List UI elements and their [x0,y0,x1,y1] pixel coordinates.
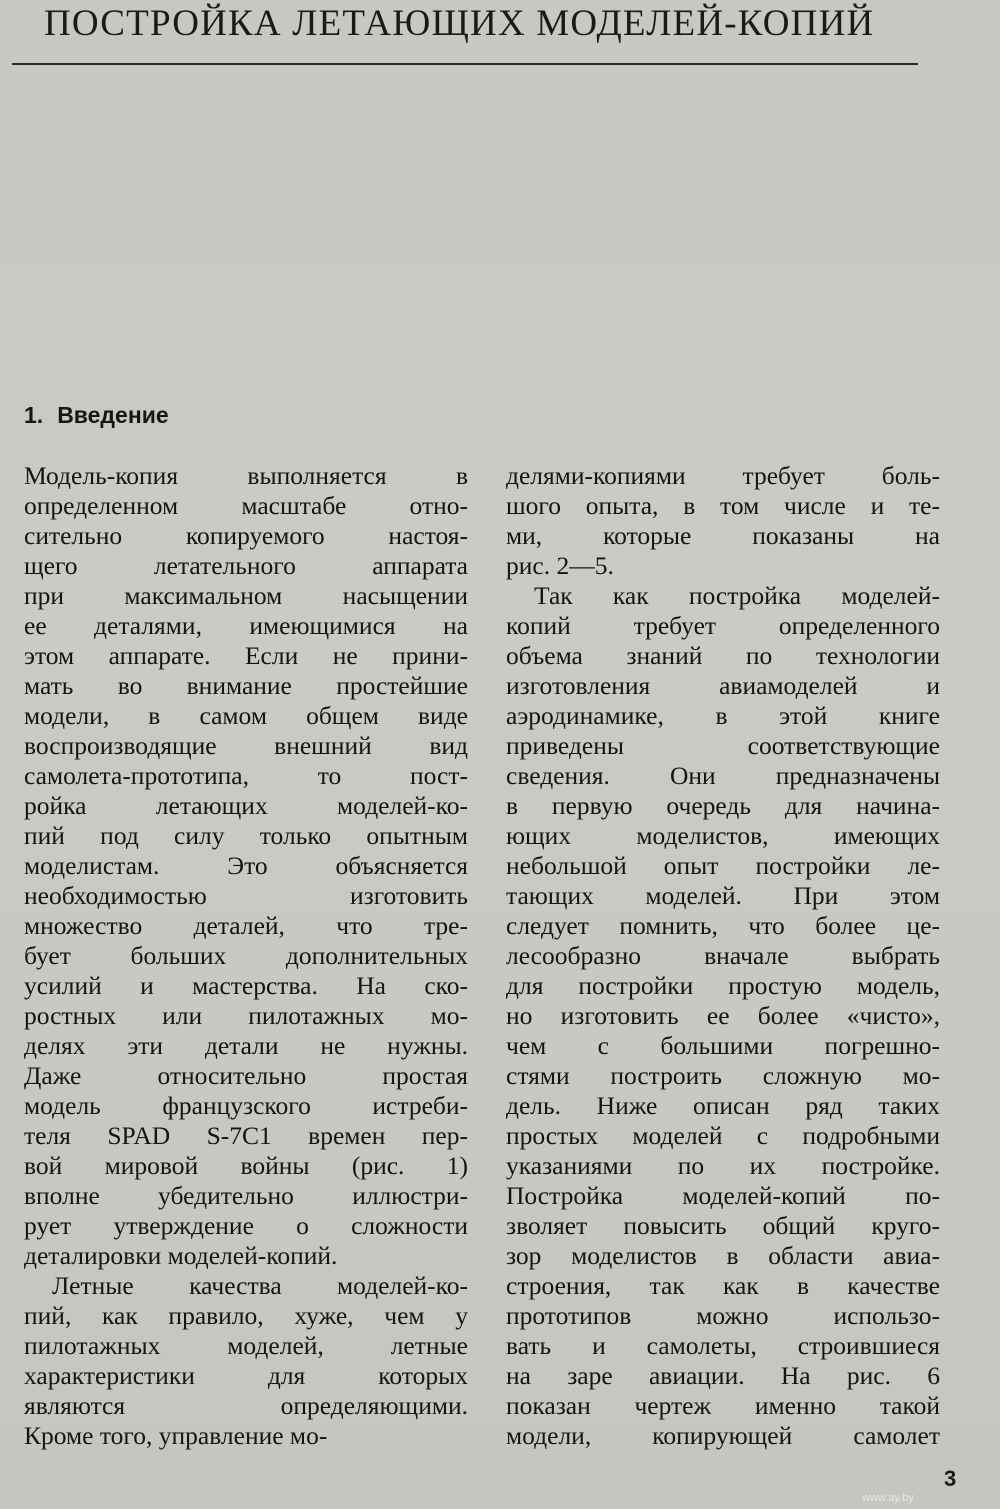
text-line: лесообразно вначале выбрать [506,941,940,970]
text-line: пий под силу только опытным [24,821,468,850]
text-line: зор моделистов в области авиа- [506,1241,940,1270]
text-line: этом аппарате. Если не прини- [24,641,468,670]
text-line: сительно копируемого настоя- [24,521,468,550]
text-line: ющих моделистов, имеющих [506,821,940,850]
text-line: указаниями по их постройке. [506,1151,940,1180]
text-line: усилий и мастерства. На ско- [24,971,468,1000]
text-line: модель французского истреби- [24,1091,468,1120]
text-line: Летные качества моделей-ко- [52,1271,468,1300]
text-line: щего летательного аппарата [24,551,468,580]
text-line: шого опыта, в том числе и те- [506,491,940,520]
text-line: деталировки моделей-копий. [24,1241,338,1270]
text-line: необходимостью изготовить [24,881,468,910]
text-line: вать и самолеты, строившиеся [506,1331,940,1360]
text-line: в первую очередь для начина- [506,791,940,820]
text-line: строения, так как в качестве [506,1271,940,1300]
running-title: ПОСТРОЙКА ЛЕТАЮЩИХ МОДЕЛЕЙ-КОПИЙ [44,3,875,44]
text-line: небольшой опыт постройки ле- [506,851,940,880]
text-line: пий, как правило, хуже, чем у [24,1301,468,1330]
text-line: ее деталями, имеющимися на [24,611,468,640]
text-line: рис. 2—5. [506,551,614,580]
text-line: при максимальном насыщении [24,581,468,610]
text-line: множество деталей, что тре- [24,911,468,940]
text-line: мать во внимание простейшие [24,671,468,700]
text-line: изготовления авиамоделей и [506,671,940,700]
text-line: чем с большими погрешно- [506,1031,940,1060]
text-line: модели, копирующей самолет [506,1421,940,1450]
text-line: на заре авиации. На рис. 6 [506,1361,940,1390]
text-line: стями построить сложную мо- [506,1061,940,1090]
watermark: www.ay.by [862,1492,914,1504]
text-line: ройка летающих моделей-ко- [24,791,468,820]
text-line: вполне убедительно иллюстри- [24,1181,468,1210]
text-line: Постройка моделей-копий по- [506,1181,940,1210]
text-line: пилотажных моделей, летные [24,1331,468,1360]
text-line: прототипов можно использо- [506,1301,940,1330]
text-line: аэродинамике, в этой книге [506,701,940,730]
text-line: ми, которые показаны на [506,521,940,550]
text-line: Так как постройка моделей- [534,581,940,610]
text-line: приведены соответствующие [506,731,940,760]
text-line: вой мировой войны (рис. 1) [24,1151,468,1180]
text-line: бует больших дополнительных [24,941,468,970]
text-line: определенном масштабе отно- [24,491,468,520]
page-number: 3 [944,1466,957,1491]
text-line: для постройки простую модель, [506,971,940,1000]
text-line: самолета-прототипа, то пост- [24,761,468,790]
text-line: являются определяющими. [24,1391,468,1420]
title-rule [12,63,918,65]
text-line: теля SPAD S-7C1 времен пер- [24,1121,468,1150]
text-line: Даже относительно простая [24,1061,468,1090]
text-line: воспроизводящие внешний вид [24,731,468,760]
text-line: копий требует определенного [506,611,940,640]
section-title: Введение [57,402,169,428]
text-line: показан чертеж именно такой [506,1391,940,1420]
text-line: дель. Ниже описан ряд таких [506,1091,940,1120]
text-line: моделистам. Это объясняется [24,851,468,880]
text-line: ростных или пилотажных мо- [24,1001,468,1030]
text-line: делями-копиями требует боль- [506,461,940,490]
text-line: но изготовить ее более «чисто», [506,1001,940,1030]
text-column-left [24,461,468,1451]
text-line: рует утверждение о сложности [24,1211,468,1240]
text-line: Кроме того, управление мо- [24,1421,328,1450]
text-column-right [506,461,940,1451]
text-line: сведения. Они предназначены [506,761,940,790]
text-line: Модель-копия выполняется в [24,461,468,490]
text-line: модели, в самом общем виде [24,701,468,730]
text-line: тающих моделей. При этом [506,881,940,910]
text-line: делях эти детали не нужны. [24,1031,468,1060]
text-line: объема знаний по технологии [506,641,940,670]
text-line: простых моделей с подробными [506,1121,940,1150]
section-number: 1. [24,402,44,428]
section-heading [24,402,169,429]
text-line: зволяет повысить общий круго- [506,1211,940,1240]
text-line: следует помнить, что более це- [506,911,940,940]
text-line: характеристики для которых [24,1361,468,1390]
